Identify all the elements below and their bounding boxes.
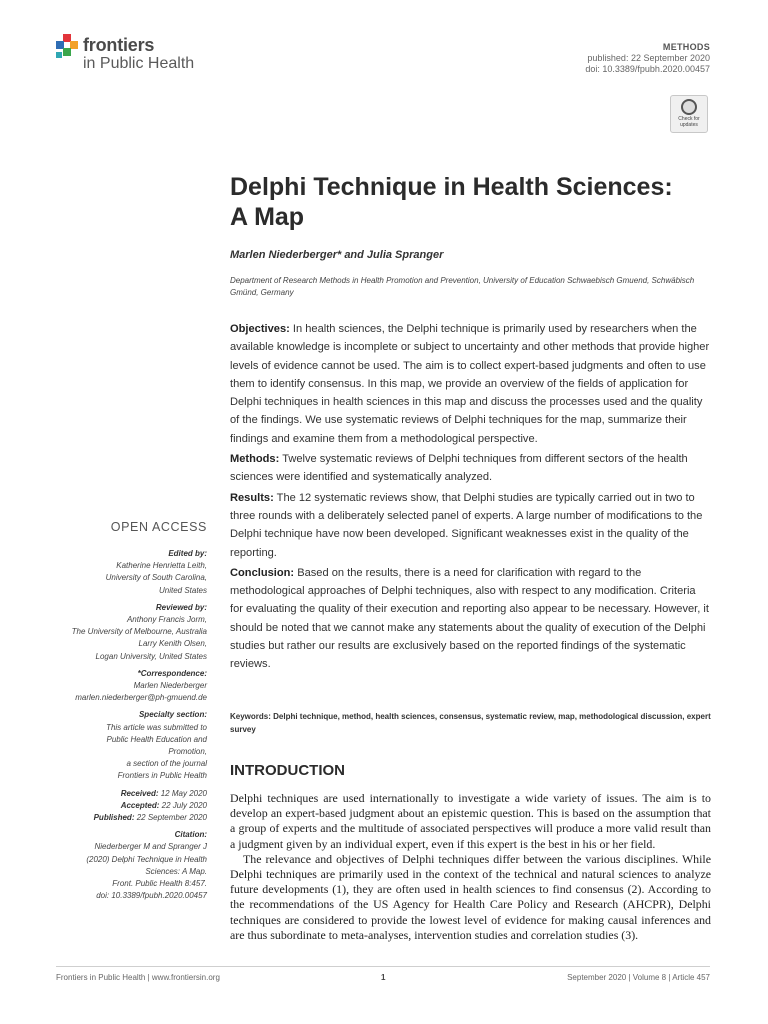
correspondence-label: *Correspondence:: [137, 668, 207, 678]
abstract-objectives: [230, 320, 711, 448]
published-date: published: 22 September 2020: [587, 53, 710, 63]
article-info-sidebar: [40, 548, 207, 907]
published-value: 22 September 2020: [136, 813, 207, 823]
results-label: Results:: [230, 491, 274, 504]
specialty-line: Promotion,: [168, 747, 207, 757]
frontiers-logo-icon: [56, 34, 78, 60]
specialty-section: [40, 709, 207, 782]
article-type: METHODS: [662, 42, 710, 52]
published-label: Published:: [93, 813, 135, 823]
accepted-label: Accepted:: [120, 800, 160, 810]
specialty-line: Public Health Education and: [106, 734, 207, 744]
methods-label: Methods:: [230, 453, 280, 466]
article-title: [230, 172, 730, 232]
intro-paragraph-2: The relevance and objectives of Delphi techniques differ between the various disciplines. While Delphi techniques are primarily used in the context of the technical and natural sciences to analyze future developments (1), they are often used in health sciences to find consensus (2). According to the recommendations of the US Agency for Health Care Policy and Research (AHCPR), Delphi techniques are considered to provide the lowest level of evidence for making causal inferences and are thus subordinate to meta-analyses, intervention studies and correlation studies (3).: [230, 851, 711, 942]
correspondence-name: Marlen Niederberger: [133, 681, 207, 691]
check-updates-label: Check for updates: [678, 116, 700, 128]
conclusion-label: Conclusion:: [230, 566, 295, 579]
specialty-line: Frontiers in Public Health: [117, 771, 207, 781]
reviewed-by-label: Reviewed by:: [155, 602, 207, 612]
received-value: 12 May 2020: [160, 788, 207, 798]
authors: Marlen Niederberger* and Julia Spranger: [230, 249, 444, 261]
methods-text: Twelve systematic reviews of Delphi techniques from different sectors of the health sciences were identified and systematically analyzed.: [230, 453, 688, 484]
editor-line: Katherine Henrietta Leith,: [116, 561, 207, 571]
journal-name: in Public Health: [83, 55, 195, 72]
citation: [40, 829, 207, 902]
journal-logo[interactable]: [56, 32, 216, 78]
article-meta: [585, 42, 710, 75]
citation-line: Front. Public Health 8:457.: [112, 879, 207, 889]
abstract: [230, 320, 711, 676]
received-date: [40, 788, 207, 800]
accepted-date: [40, 800, 207, 812]
citation-line: Niederberger M and Spranger J: [94, 842, 207, 852]
page-number: 1: [381, 973, 386, 982]
results-text: The 12 systematic reviews show, that Delphi studies are typically carried out in two to three rounds with a deliberately selected panel of experts. A large number of modifications to the Delphi technique have now been developed. Significant weaknesses exist in the quality of the reporting.: [230, 491, 703, 559]
brand-name: frontiers: [83, 35, 155, 55]
specialty-line: This article was submitted to: [106, 722, 207, 732]
doi-link[interactable]: doi: 10.3389/fpubh.2020.00457: [585, 64, 710, 74]
title-line-2: A Map: [230, 203, 305, 231]
title-line-1: Delphi Technique in Health Sciences:: [230, 173, 673, 201]
introduction-body: [230, 791, 711, 943]
reviewer-line: The University of Melbourne, Australia: [71, 627, 207, 637]
check-for-updates-badge[interactable]: [670, 95, 708, 133]
edited-by-label: Edited by:: [168, 549, 207, 558]
editor-line: United States: [158, 585, 207, 595]
reviewed-by: [40, 602, 207, 663]
objectives-text: In health sciences, the Delphi technique is primarily used by researchers when the available knowledge is incomplete or subject to uncertainty and other methods that provide higher levels of evidence cannot be used. The aim is to collect expert-based judgments and often to use them to identify consensus. In this map, we provide an overview of the fields of application for Delphi techniques in health sciences in this map and discuss the processes used and the quality of the findings. We use systematic reviews of Delphi techniques for the map, summarize their findings and examine them from a methodological perspective.: [230, 323, 710, 445]
citation-label: Citation:: [174, 830, 207, 840]
editor-line: University of South Carolina,: [105, 573, 207, 583]
correspondence-email[interactable]: marlen.niederberger@ph-gmuend.de: [75, 693, 207, 703]
introduction-heading: INTRODUCTION: [230, 762, 345, 779]
affiliation: Department of Research Methods in Health Promotion and Prevention, University of Education Schwaebisch Gmuend, Schwäbisch Gmünd, Germany: [230, 276, 695, 297]
check-updates-icon: [681, 99, 697, 115]
specialty-line: a section of the journal: [126, 759, 207, 769]
open-access-label: OPEN ACCESS: [110, 520, 207, 534]
dates: [40, 788, 207, 825]
accepted-value: 22 July 2020: [161, 800, 207, 810]
footer-journal-link[interactable]: Frontiers in Public Health | www.frontiersin.org: [56, 973, 220, 982]
intro-paragraph-1: Delphi techniques are used internationally to investigate a wide variety of issues. The aim is to develop an expert-based judgment about an epistemic question. This is based on the assumption that a group of experts and the multitude of associated perspectives will produce a more valid result than a judgment given by an individual expert, even if this expert is the best in his or her field.: [230, 791, 711, 851]
received-label: Received:: [120, 788, 159, 798]
abstract-results: [230, 489, 711, 562]
abstract-conclusion: [230, 564, 711, 674]
reviewer-line: Larry Kenith Olsen,: [138, 639, 207, 649]
correspondence: [40, 668, 207, 705]
citation-line: Sciences: A Map.: [145, 866, 207, 876]
reviewer-line: Anthony Francis Jorm,: [126, 615, 207, 625]
specialty-label: Specialty section:: [138, 710, 207, 720]
citation-line: (2020) Delphi Technique in Health: [86, 854, 207, 864]
reviewer-line: Logan University, United States: [95, 651, 207, 661]
edited-by: [40, 548, 207, 597]
objectives-label: Objectives:: [230, 323, 290, 335]
conclusion-text: Based on the results, there is a need for clarification with regard to the methodological approaches of Delphi techniques, also with respect to any modification. Criteria for evaluating the quality of their execution and reporting also appear to be necessary. However, it should be noted that we cannot make any statements about the quality of execution of the Delphi studies but rather our results are exclusively based on the reported findings of the systematic reviews.: [230, 566, 709, 671]
abstract-methods: [230, 450, 711, 487]
footer-divider: [56, 966, 710, 967]
footer-issue-info: September 2020 | Volume 8 | Article 457: [567, 973, 710, 982]
published-date-side: [40, 812, 207, 824]
keywords: Keywords: Delphi technique, method, health sciences, consensus, systematic review, map, methodological discussion, expert survey: [230, 712, 711, 734]
citation-doi[interactable]: doi: 10.3389/fpubh.2020.00457: [96, 891, 207, 901]
